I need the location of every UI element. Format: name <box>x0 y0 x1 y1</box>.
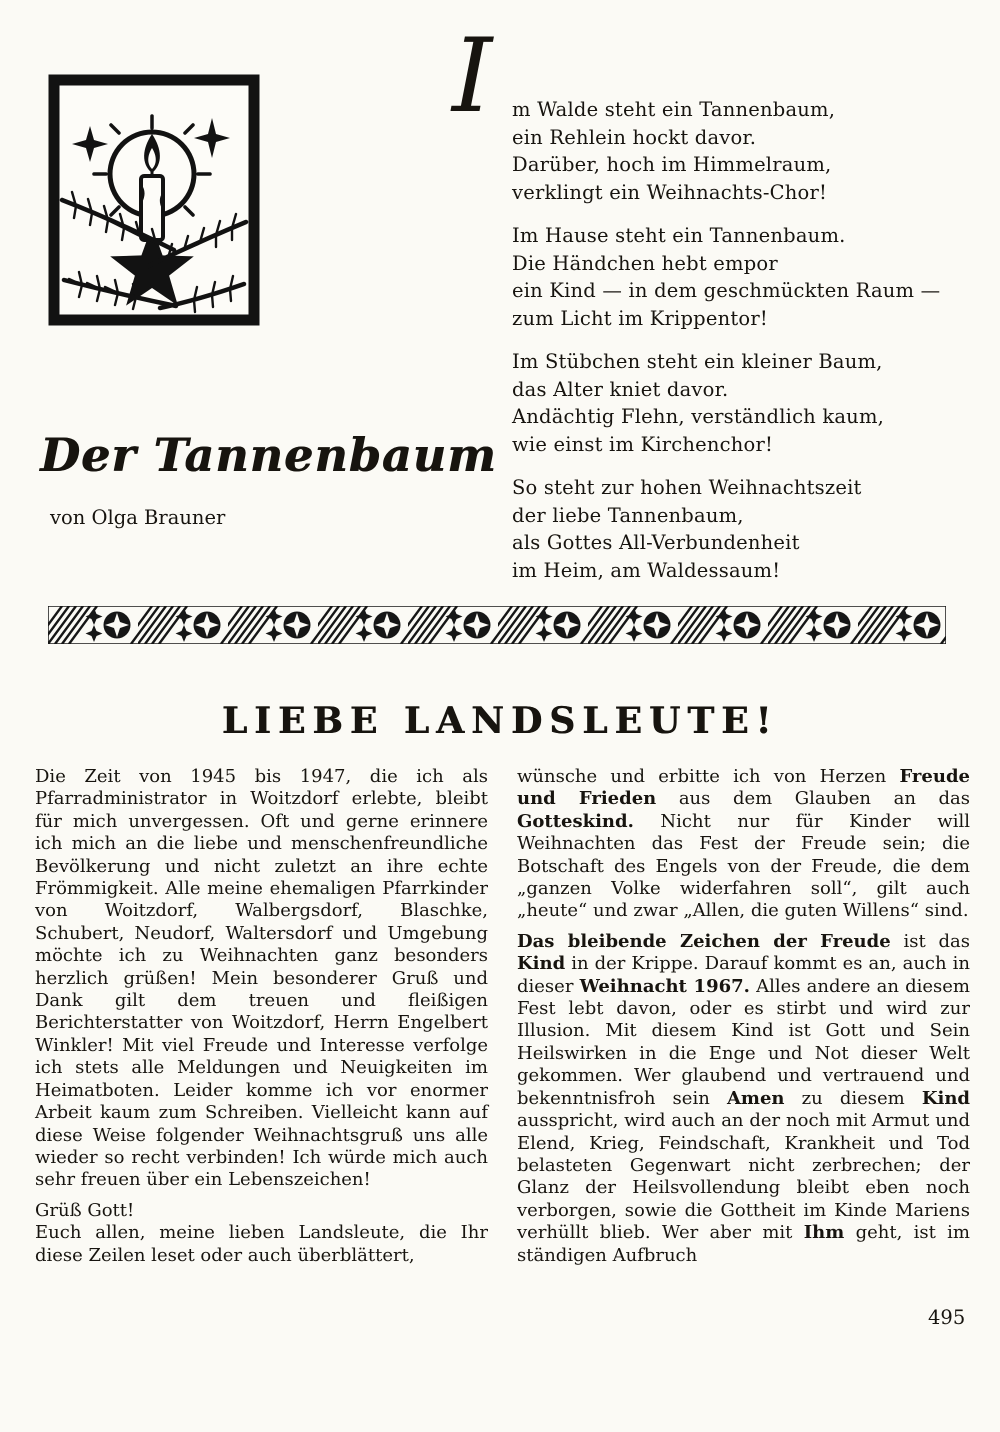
text-segment: Nicht nur für Kinder will Weihnachten das Fest der Freude sein; die Botschaft des Engels von der Freude, die dem „ganzen Volke widerfahren soll“, gilt auch „heute“ und zwar „Allen, die guten Willens“ sind. <box>517 810 970 922</box>
poem-stanza-3 <box>512 348 960 458</box>
poem-line: Im Hause steht ein Tannenbaum. <box>512 224 846 247</box>
candle-woodcut-icon <box>48 74 260 326</box>
christmas-candle-woodcut-illustration <box>48 74 260 326</box>
article-column-right <box>517 766 970 1267</box>
poem-line: als Gottes All-Verbundenheit <box>512 531 800 554</box>
poem-title: Der Tannenbaum <box>40 428 497 482</box>
text-segment: zu diesem <box>784 1087 922 1109</box>
text-segment: geht, ist im ständigen Aufbruch <box>517 1222 970 1266</box>
poem-line: wie einst im Kirchenchor! <box>512 432 774 456</box>
paragraph-message <box>517 931 970 1267</box>
article-heading: LIEBE LANDSLEUTE! <box>221 700 779 742</box>
bold-text-segment: Kind <box>517 953 566 975</box>
poem-line: zum Licht im Krippentor! <box>512 306 768 330</box>
text-segment: wünsche und erbitte ich von Herzen <box>517 766 900 787</box>
text-segment: ausspricht, wird auch an der noch mit Armut und Elend, Krieg, Feindschaft, Krankheit und Tod belasteten Gegenwart nicht zerbrechen; der Glanz der Heilsvollendung bleibt eben noch verborgen, sowie die Gottheit im Kinde Mariens verhüllt blieb. Wer aber mit <box>517 1110 970 1244</box>
poem-line: So steht zur hohen Weihnachtszeit <box>512 476 862 499</box>
christmas-poem <box>512 96 960 600</box>
bold-text-segment: Kind <box>921 1087 970 1109</box>
text-segment: in der Krippe. Darauf kommt es an, auch in dieser <box>517 953 970 997</box>
poem-line: im Heim, am Waldessaum! <box>512 558 781 582</box>
poem-line: der liebe Tannenbaum, <box>512 503 744 527</box>
page-number: 495 <box>928 1306 966 1329</box>
poem-line: Darüber, hoch im Himmelraum, <box>512 153 832 176</box>
bold-text-segment: Das bleibende Zeichen der Freude <box>517 930 891 952</box>
poem-line: verklingt ein Weihnachts-Chor! <box>512 180 828 204</box>
garland-border-icon <box>48 606 946 644</box>
article-column-left <box>35 766 488 1267</box>
poem-stanza-4 <box>512 474 960 584</box>
text-segment: Alles andere an diesem Fest lebt davon, oder es stirbt und wird zur Illusion. Mit diesem Kind ist Gott und Sein Heilswirken in die Enge und Not dieser Welt gekommen. Wer glaubend und vertrauend und bekenntnisfroh sein <box>517 975 970 1109</box>
poem-stanza-2 <box>512 222 960 332</box>
bold-text-segment: Freude und Frieden <box>517 766 970 810</box>
poem-line: Die Händchen hebt empor <box>512 251 778 275</box>
text-segment: aus dem Glauben an das <box>656 788 970 810</box>
poem-line: ein Rehlein hockt davor. <box>512 125 757 149</box>
paragraph-address: Euch allen, meine lieben Landsleute, die Ihr diese Zeilen leset oder auch überblättert, <box>35 1222 488 1266</box>
poem-line: m Walde steht ein Tannenbaum, <box>512 98 836 121</box>
paragraph-greeting: Grüß Gott! <box>35 1199 135 1221</box>
poem-line: das Alter kniet davor. <box>512 377 729 401</box>
poem-drop-cap: I <box>452 17 493 136</box>
bold-text-segment: Ihm <box>803 1222 845 1244</box>
bold-text-segment: Amen <box>726 1087 785 1109</box>
author-byline: von Olga Brauner <box>50 506 226 529</box>
poem-line: Im Stübchen steht ein kleiner Baum, <box>512 350 883 373</box>
bold-text-segment: Gotteskind. <box>517 810 634 832</box>
poem-line: ein Kind — in dem geschmückten Raum — <box>512 279 941 302</box>
ornamental-garland-divider <box>48 606 946 644</box>
paragraph-wishes <box>517 766 970 923</box>
poem-stanza-1 <box>512 96 960 206</box>
poem-line: Andächtig Flehn, verständlich kaum, <box>512 405 885 428</box>
bold-text-segment: Weihnacht 1967. <box>579 975 750 997</box>
paragraph-memories: Die Zeit von 1945 bis 1947, die ich als Pfarradministrator in Woitzdorf erlebte, bleibt für mich unvergessen. Oft und gerne erinnere ich mich an die liebe und menschenfreundliche Bevölkerung und nicht zuletzt an ihre echte Frömmigkeit. Alle meine ehemaligen Pfarrkinder von Woitzdorf, Walbergsdorf, Blaschke, Schubert, Neudorf, Waltersdorf und Umgebung möchte ich zu Weihnachten ganz besonders herzlich grüßen! Mein besonderer Gruß und Dank gilt dem treuen und fleißigen Berichterstatter von Woitzdorf, Herrn Engelbert Winkler! Mit viel Freude und Interesse verfolge ich stets alle Meldungen und Neuigkeiten im Heimatboten. Leider komme ich vor enormer Arbeit kaum zum Schreiben. Vielleicht kann auf diese Weise folgender Weihnachtsgruß uns alle wieder so recht verbinden! Ich würde mich auch sehr freuen über ein Lebenszeichen! <box>35 766 488 1191</box>
text-segment: ist das <box>890 930 970 952</box>
